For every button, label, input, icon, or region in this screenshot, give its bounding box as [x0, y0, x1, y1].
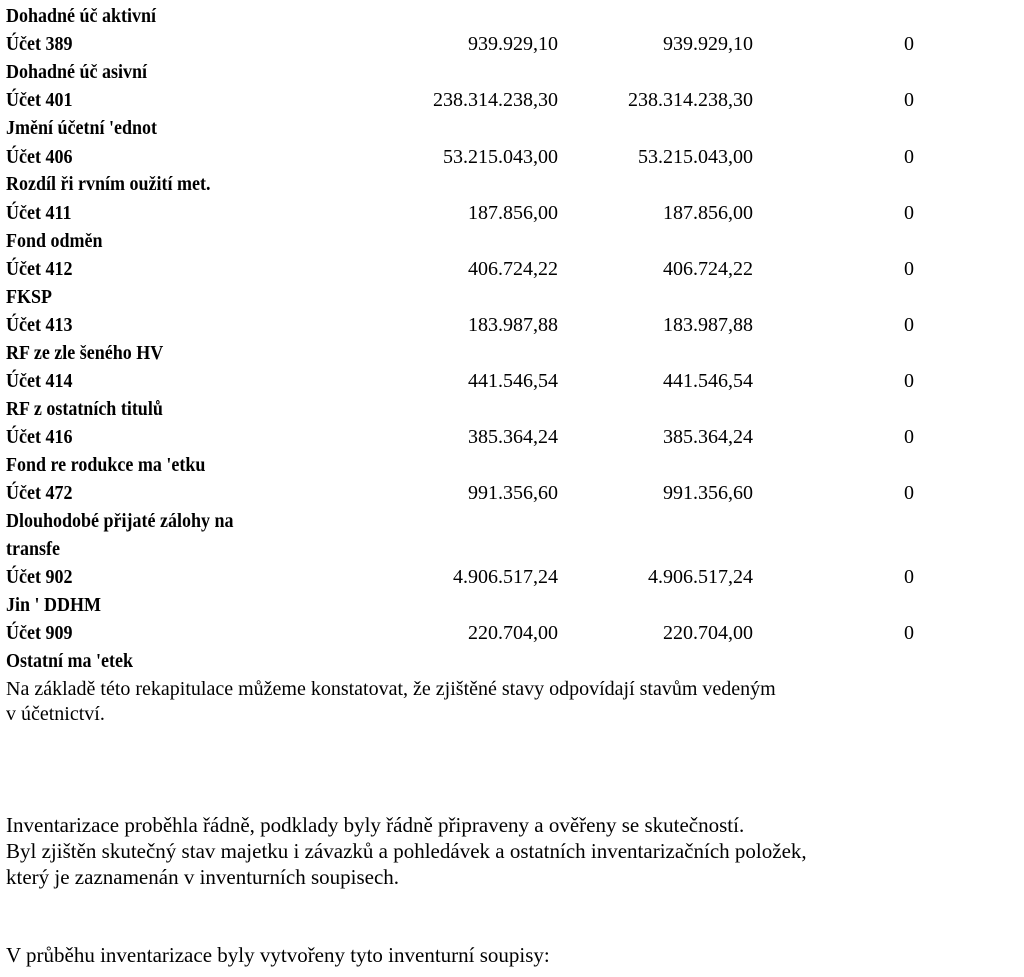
- item-label: Ostatní ma 'etek: [6, 650, 133, 672]
- value-actual: 991.356,60: [663, 482, 753, 504]
- table-row: [0, 426, 1024, 456]
- value-difference: 0: [904, 146, 914, 168]
- value-difference: 0: [904, 314, 914, 336]
- conclusion-paragraph: [6, 677, 776, 727]
- item-label: FKSP: [6, 286, 53, 308]
- value-actual: 4.906.517,24: [648, 566, 753, 588]
- table-row: [0, 622, 1024, 652]
- item-label: Jin ' DDHM: [6, 594, 102, 616]
- item-label: RF ze zle šeného HV: [6, 342, 164, 364]
- account-number: Účet 412: [6, 258, 73, 280]
- table-row: [0, 482, 1024, 512]
- value-book: 441.546,54: [468, 370, 558, 392]
- paragraph-line: který je zaznamenán v inventurních soupisech.: [6, 865, 400, 889]
- paragraph-line: Byl zjištěn skutečný stav majetku i závazků a pohledávek a ostatních inventarizačních položek,: [6, 839, 807, 863]
- value-actual: 183.987,88: [663, 314, 753, 336]
- value-book: 406.724,22: [468, 258, 558, 280]
- account-number: Účet 902: [6, 566, 73, 588]
- conclusion-line: v účetnictví.: [6, 703, 105, 725]
- value-difference: 0: [904, 258, 914, 280]
- table-row: [0, 314, 1024, 344]
- account-number: Účet 416: [6, 426, 73, 448]
- item-label: Rozdíl ři rvním oužití met.: [6, 173, 211, 195]
- account-number: Účet 389: [6, 33, 73, 55]
- item-label: Jmění účetní 'ednot: [6, 117, 158, 139]
- inventory-lists-heading: [6, 942, 550, 968]
- value-actual: 406.724,22: [663, 258, 753, 280]
- account-number: Účet 406: [6, 146, 73, 168]
- table-row: [0, 33, 1024, 63]
- value-difference: 0: [904, 33, 914, 55]
- paragraph-line: Inventarizace proběhla řádně, podklady byly řádně připraveny a ověřeny se skutečností.: [6, 813, 745, 837]
- value-actual: 385.364,24: [663, 426, 753, 448]
- item-label: RF z ostatních titulů: [6, 398, 163, 420]
- value-actual: 939.929,10: [663, 33, 753, 55]
- value-book: 385.364,24: [468, 426, 558, 448]
- value-difference: 0: [904, 566, 914, 588]
- value-actual: 220.704,00: [663, 622, 753, 644]
- conclusion-line: Na základě této rekapitulace můžeme konstatovat, že zjištěné stavy odpovídají stavům vedeným: [6, 678, 776, 700]
- value-book: 187.856,00: [468, 202, 558, 224]
- value-book: 4.906.517,24: [453, 566, 558, 588]
- value-actual: 187.856,00: [663, 202, 753, 224]
- value-difference: 0: [904, 426, 914, 448]
- account-number: Účet 411: [6, 202, 72, 224]
- account-number: Účet 414: [6, 370, 73, 392]
- item-label: Dlouhodobé přijaté zálohy na: [6, 510, 234, 532]
- item-label: Fond re rodukce ma 'etku: [6, 454, 206, 476]
- value-difference: 0: [904, 482, 914, 504]
- value-difference: 0: [904, 622, 914, 644]
- account-number: Účet 413: [6, 314, 73, 336]
- value-difference: 0: [904, 370, 914, 392]
- value-difference: 0: [904, 89, 914, 111]
- inventory-paragraph: [6, 812, 807, 890]
- table-row: [0, 202, 1024, 232]
- table-row: [0, 258, 1024, 288]
- value-difference: 0: [904, 202, 914, 224]
- value-actual: 441.546,54: [663, 370, 753, 392]
- item-label-continued: transfe: [6, 538, 60, 560]
- table-row: [0, 566, 1024, 596]
- table-row: [0, 370, 1024, 400]
- value-book: 183.987,88: [468, 314, 558, 336]
- value-book: 238.314.238,30: [433, 89, 558, 111]
- item-label: Dohadné úč aktivní: [6, 5, 157, 27]
- table-row: [0, 146, 1024, 176]
- item-label: Fond odměn: [6, 230, 103, 252]
- account-number: Účet 472: [6, 482, 73, 504]
- account-number: Účet 401: [6, 89, 73, 111]
- value-book: 939.929,10: [468, 33, 558, 55]
- paragraph-line: V průběhu inventarizace byly vytvořeny tyto inventurní soupisy:: [6, 943, 550, 967]
- account-number: Účet 909: [6, 622, 73, 644]
- value-book: 991.356,60: [468, 482, 558, 504]
- value-actual: 238.314.238,30: [628, 89, 753, 111]
- value-book: 53.215.043,00: [443, 146, 558, 168]
- value-book: 220.704,00: [468, 622, 558, 644]
- item-label: Dohadné úč asivní: [6, 61, 148, 83]
- value-actual: 53.215.043,00: [638, 146, 753, 168]
- table-row: [0, 89, 1024, 119]
